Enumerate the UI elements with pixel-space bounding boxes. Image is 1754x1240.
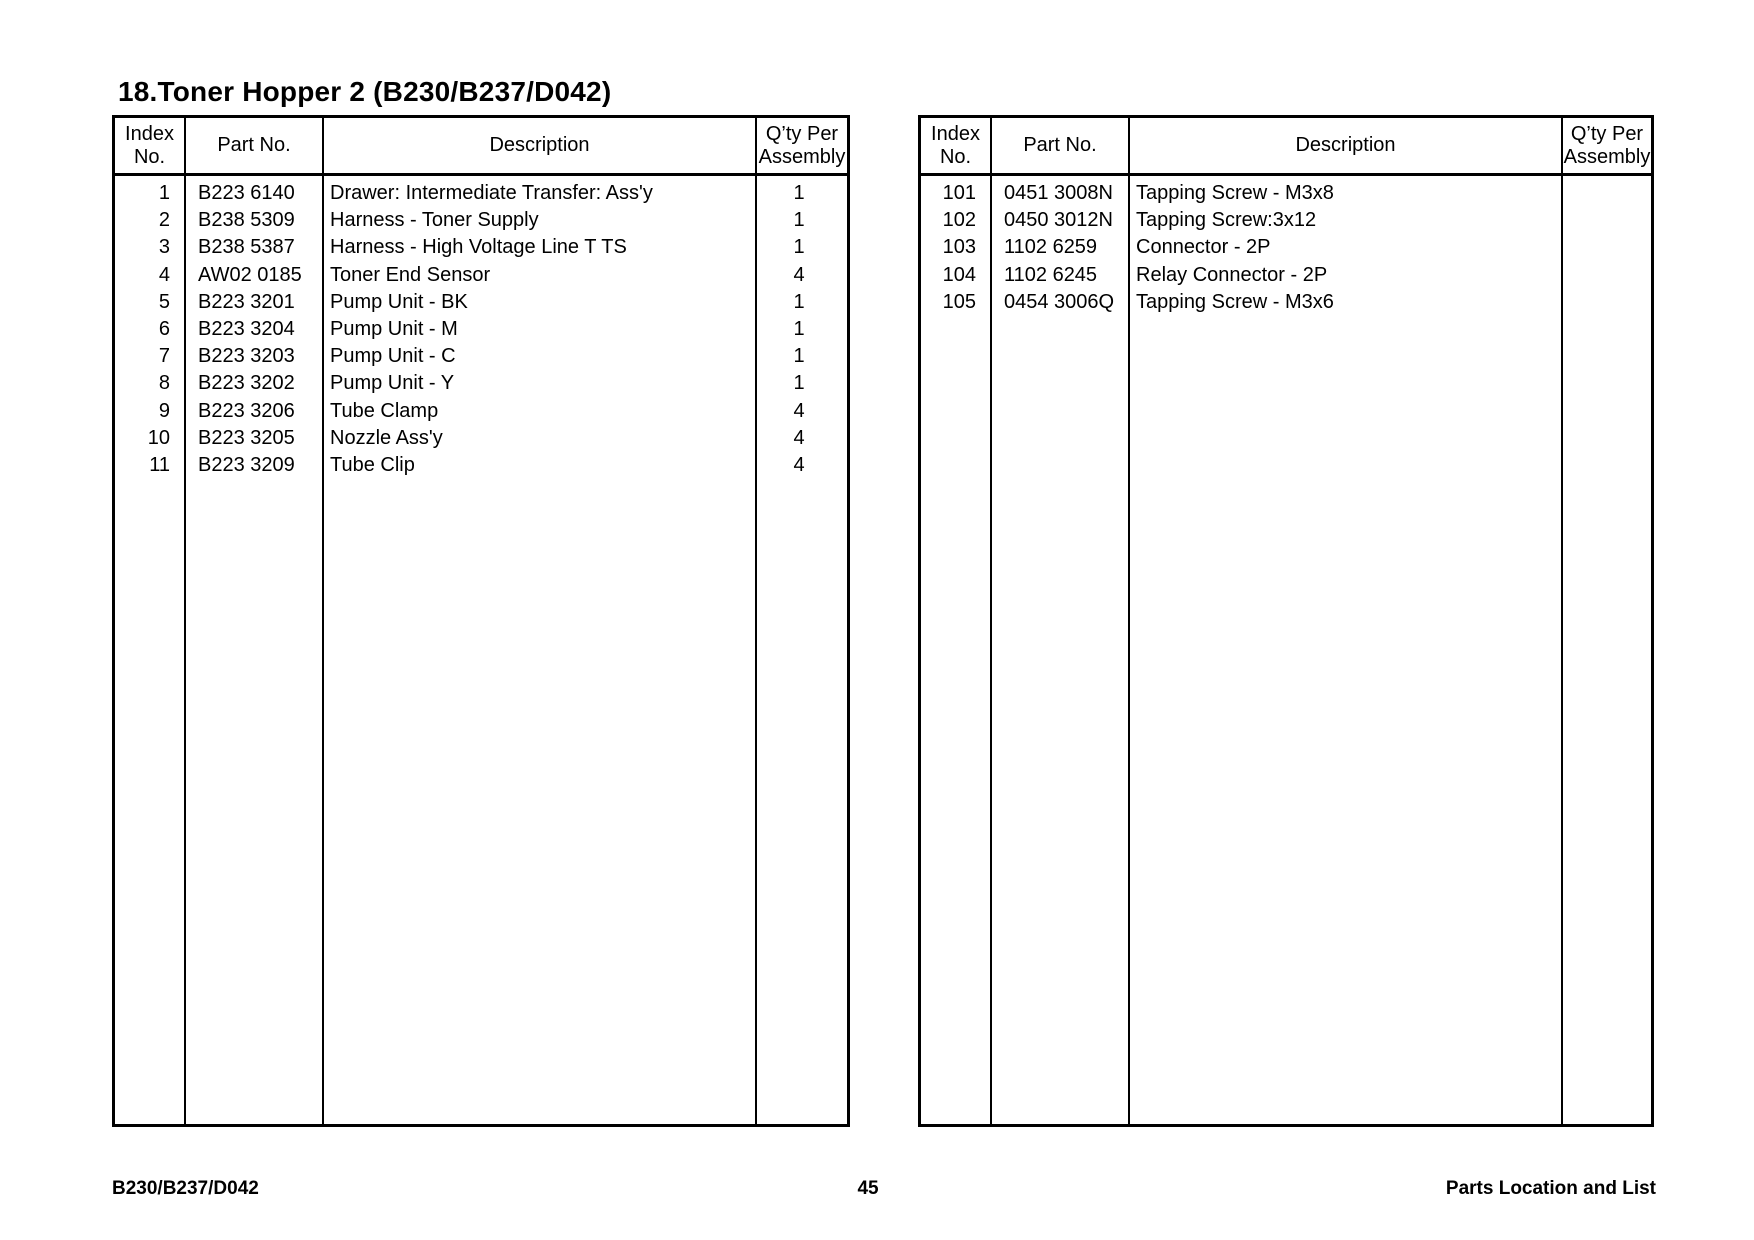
footer-model: B230/B237/D042 <box>112 1178 259 1199</box>
header-index: Index No. <box>931 122 980 168</box>
table-cell-description: Tube Clamp <box>330 399 439 422</box>
table-cell-index: 6 <box>158 317 170 340</box>
table-cell-part: B223 3201 <box>198 290 295 313</box>
table-cell-description: Relay Connector - 2P <box>1136 263 1328 286</box>
table-cell-description: Pump Unit - BK <box>330 290 468 313</box>
table-cell-qty <box>1563 234 1651 261</box>
table-cell-index: 102 <box>942 209 976 232</box>
table-cell-part: AW02 0185 <box>198 263 302 286</box>
table-cell-description: Pump Unit - C <box>330 345 456 368</box>
table-cell-description: Toner End Sensor <box>330 263 491 286</box>
table-cell-description: Harness - Toner Supply <box>330 209 539 232</box>
column-description <box>1128 176 1561 1124</box>
table-cell-part: B223 3209 <box>198 453 295 476</box>
table-cell-qty <box>1563 289 1651 316</box>
table-cell-part: B238 5309 <box>198 209 295 232</box>
table-cell-index: 10 <box>147 426 170 449</box>
table-cell-qty: 4 <box>793 426 805 449</box>
table-cell-description: Connector - 2P <box>1136 236 1271 259</box>
parts-table-left <box>112 115 850 1127</box>
table-cell-description: Nozzle Ass'y <box>330 426 443 449</box>
column-index <box>921 176 990 1124</box>
column-index <box>115 176 184 1124</box>
table-cell-description: Tapping Screw - M3x6 <box>1136 290 1334 313</box>
table-cell-index: 2 <box>158 209 170 232</box>
table-cell-qty <box>1563 180 1651 207</box>
parts-table-right <box>918 115 1654 1127</box>
table-cell-index: 103 <box>942 236 976 259</box>
table-cell-part: B223 3205 <box>198 426 295 449</box>
table-cell-index: 8 <box>158 372 170 395</box>
header-qty: Q’ty Per Assembly <box>755 118 847 173</box>
header-part-no: Part No. <box>990 118 1128 173</box>
column-part-no <box>990 176 1128 1124</box>
table-header <box>921 118 1651 176</box>
table-cell-qty <box>1563 207 1651 234</box>
column-part-no <box>184 176 322 1124</box>
table-cell-qty: 1 <box>793 345 805 368</box>
table-cell-index: 11 <box>149 453 170 476</box>
table-cell-qty: 1 <box>793 209 805 232</box>
table-cell-qty: 1 <box>793 317 805 340</box>
header-description: Description <box>1128 118 1561 173</box>
table-cell-qty <box>1563 262 1651 289</box>
table-cell-index: 9 <box>158 399 170 422</box>
table-cell-index: 101 <box>942 182 976 204</box>
table-cell-qty: 4 <box>793 263 805 286</box>
table-cell-part: 0454 3006Q <box>1004 290 1115 313</box>
column-qty <box>755 176 847 1124</box>
table-cell-index: 1 <box>158 182 170 204</box>
table-cell-qty: 1 <box>793 290 805 313</box>
table-cell-index: 105 <box>942 290 976 313</box>
header-index: Index No. <box>125 122 174 168</box>
table-cell-part: B238 5387 <box>198 236 295 259</box>
table-cell-index: 7 <box>158 345 170 368</box>
table-cell-part: B223 3202 <box>198 372 295 395</box>
table-cell-qty: 4 <box>793 453 805 476</box>
header-qty: Q’ty Per Assembly <box>1561 118 1651 173</box>
table-cell-part: B223 3206 <box>198 399 295 422</box>
column-description <box>322 176 755 1124</box>
header-part-no: Part No. <box>184 118 322 173</box>
header-description: Description <box>322 118 755 173</box>
table-cell-part: B223 3204 <box>198 317 295 340</box>
column-qty <box>1561 176 1651 1124</box>
table-cell-description: Harness - High Voltage Line T TS <box>330 236 627 259</box>
table-body <box>115 176 847 1124</box>
table-cell-qty: 1 <box>793 236 805 259</box>
table-cell-description: Pump Unit - Y <box>330 372 455 395</box>
footer-section: Parts Location and List <box>1445 1178 1656 1199</box>
table-cell-description: Tapping Screw - M3x8 <box>1136 182 1334 204</box>
table-cell-part: 0451 3008N <box>1004 182 1113 204</box>
table-cell-part: 0450 3012N <box>1004 209 1113 232</box>
table-header <box>115 118 847 176</box>
page-title: 18.Toner Hopper 2 (B230/B237/D042) <box>118 76 612 107</box>
table-cell-part: B223 6140 <box>198 182 295 204</box>
table-cell-index: 3 <box>158 236 170 259</box>
table-cell-part: B223 3203 <box>198 345 295 368</box>
table-cell-description: Tube Clip <box>330 453 415 476</box>
table-cell-description: Pump Unit - M <box>330 317 458 340</box>
table-cell-qty: 1 <box>793 372 805 395</box>
table-body <box>921 176 1651 1124</box>
table-cell-description: Drawer: Intermediate Transfer: Ass'y <box>330 182 653 204</box>
table-cell-index: 104 <box>942 263 976 286</box>
table-cell-qty: 4 <box>793 399 805 422</box>
page-number: 45 <box>857 1178 879 1199</box>
table-cell-description: Tapping Screw:3x12 <box>1136 209 1317 232</box>
table-cell-index: 5 <box>158 290 170 313</box>
table-cell-part: 1102 6245 <box>1004 263 1098 286</box>
table-cell-index: 4 <box>158 263 170 286</box>
table-cell-part: 1102 6259 <box>1004 236 1098 259</box>
table-cell-qty: 1 <box>793 182 805 204</box>
